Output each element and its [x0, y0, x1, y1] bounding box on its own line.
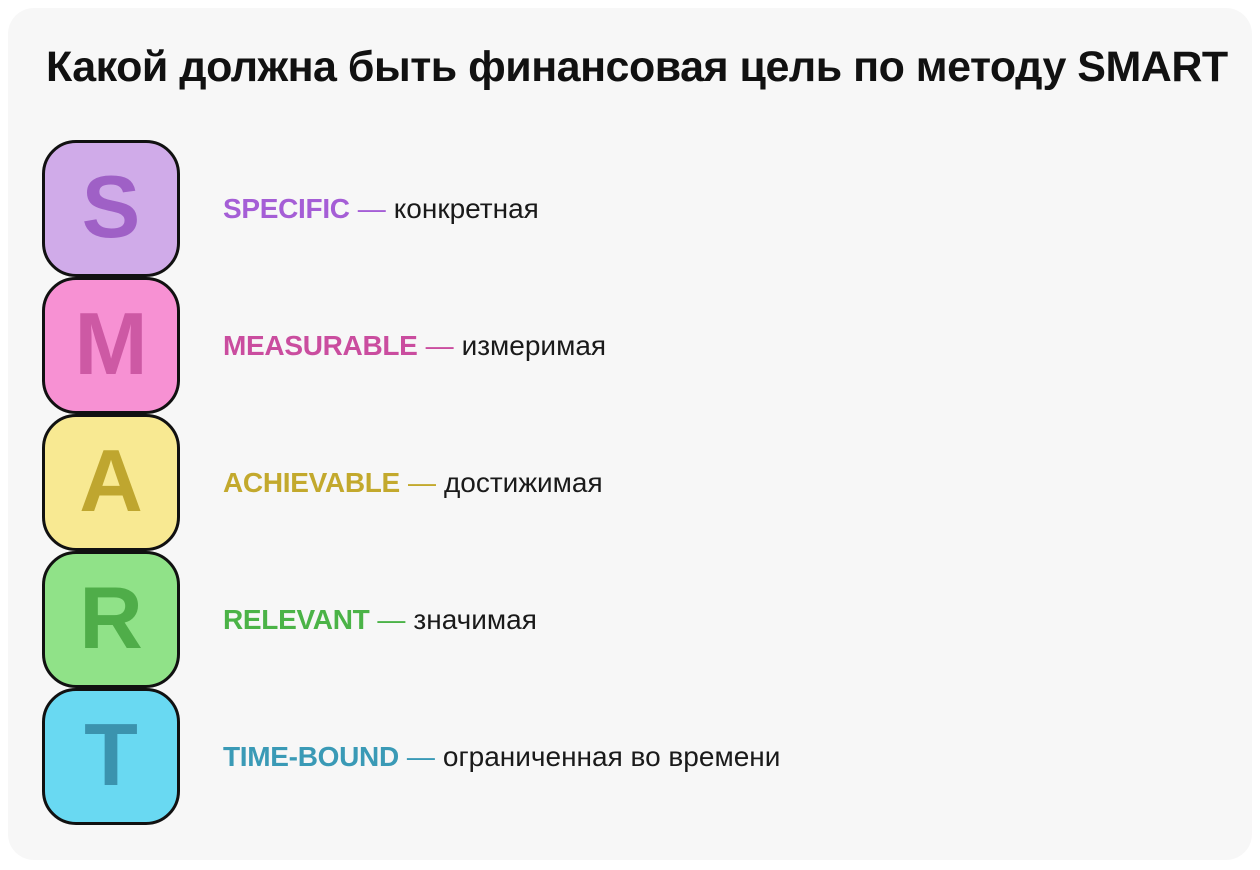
smart-row-specific — [42, 140, 780, 277]
letter-tile-s — [42, 140, 180, 277]
letter-tile-m — [42, 277, 180, 414]
tile-letter: T — [84, 704, 138, 804]
tile-letter: S — [81, 156, 141, 256]
dash-separator: — — [377, 603, 406, 635]
item-label — [223, 330, 606, 362]
tile-letter: A — [79, 430, 143, 530]
term-english: ACHIEVABLE — [223, 466, 400, 498]
tile-letter: R — [79, 567, 143, 667]
term-english: TIME-BOUND — [223, 740, 399, 772]
letter-tile-t — [42, 688, 180, 825]
term-translation: достижимая — [443, 466, 603, 498]
tile-letter: M — [74, 293, 148, 393]
page-title: Какой должна быть финансовая цель по методу SMART — [46, 43, 1228, 91]
item-label — [223, 741, 780, 773]
term-translation: конкретная — [393, 192, 539, 224]
dash-separator: — — [407, 466, 436, 498]
term-english: SPECIFIC — [223, 192, 350, 224]
dash-separator: — — [425, 329, 454, 361]
term-english: MEASURABLE — [223, 329, 418, 361]
infographic-card — [8, 8, 1252, 860]
smart-row-relevant — [42, 551, 780, 688]
letter-tile-a — [42, 414, 180, 551]
letter-tile-r — [42, 551, 180, 688]
dash-separator: — — [357, 192, 386, 224]
smart-row-timebound — [42, 688, 780, 825]
item-label — [223, 467, 603, 499]
item-label — [223, 604, 537, 636]
term-translation: ограниченная во времени — [442, 740, 781, 772]
smart-row-achievable — [42, 414, 780, 551]
item-label — [223, 193, 539, 225]
term-translation: измеримая — [461, 329, 607, 361]
term-translation: значимая — [413, 603, 537, 635]
term-english: RELEVANT — [223, 603, 370, 635]
smart-list — [42, 140, 780, 825]
smart-row-measurable — [42, 277, 780, 414]
dash-separator: — — [406, 740, 435, 772]
